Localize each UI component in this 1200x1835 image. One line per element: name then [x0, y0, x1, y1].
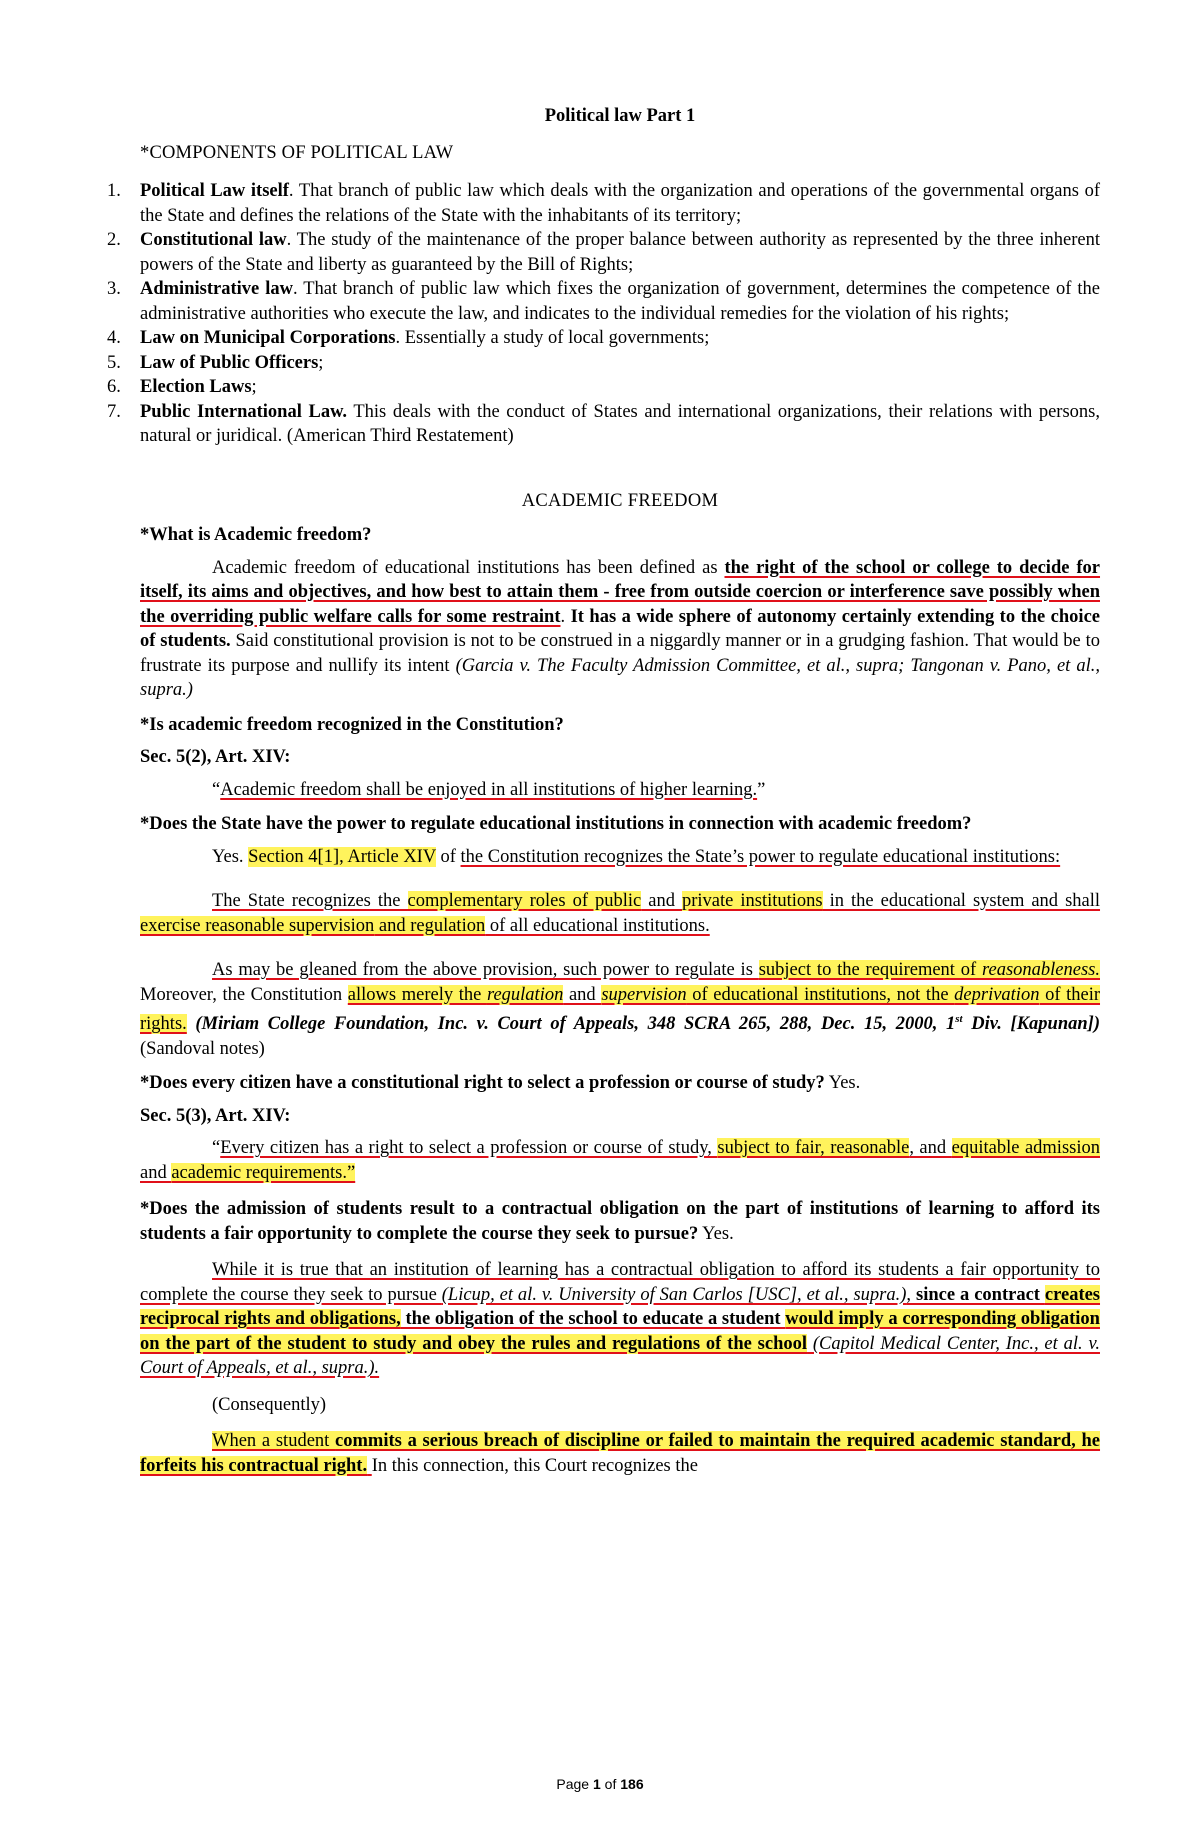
section-ref-5-2: Sec. 5(2), Art. XIV:: [140, 747, 291, 767]
paragraph-consequently: (Consequently): [212, 1394, 327, 1415]
spacer: [140, 946, 1100, 958]
question-profession: *Does every citizen have a constitutional right to select a profession or course of study? Yes.: [140, 1073, 861, 1094]
list-item: 4. Law on Municipal Corporations. Essentially a study of local governments;: [107, 328, 710, 348]
page-footer: Page 1 of 186: [556, 1776, 644, 1792]
paragraph-contract: While it is true that an institution of learning has a contractual obligation to afford its students a fair opportunity to complete the course they seek to pursue (Licup, et al. v. University of San Carlos [USC], et al., supra.), since a contract creates reciprocal rights and obligations, the obligation of the school to educate a student would imply a corresponding obligation on the part of the student to study and obey the rules and regulations of the school (Capitol Medical Center, Inc., et al. v. Court of Appeals, et al., supra.).: [140, 1260, 1101, 1379]
list-item: 5. Law of Public Officers;: [107, 352, 324, 373]
page-number: 1: [592, 1776, 601, 1792]
document-body: [107, 104, 1101, 1486]
list-item: 6. Election Laws;: [107, 377, 257, 397]
paragraph-definition: Academic freedom of educational institutions has been defined as the right of the school or college to decide for itself, its aims and objectives, and how best to attain them - free from outside coercion or interference save possibly when the overriding public welfare calls for some restraint. It has a wide sphere of autonomy certainly extending to the choice of students. Said constitutional provision is not to be construed in a niggardly manner or in a grudging fashion. That would be to frustrate its purpose and nullify its intent (Garcia v. The Faculty Admission Committee, et al., supra; Tangonan v. Pano, et al., supra.): [140, 557, 1101, 700]
question-what-is-academic-freedom: *What is Academic freedom?: [140, 525, 372, 545]
quote-every-citizen: “Every citizen has a right to select a profession or course of study, subject to fair, reasonable, and equitable admission and academic requirements.”: [140, 1138, 1100, 1183]
paragraph-forfeit: When a student commits a serious breach of discipline or failed to maintain the required academic standard, he forfeits his contractual right. In this connection, this Court recognizes the: [140, 1431, 1101, 1476]
question-constitution: *Is academic freedom recognized in the Constitution?: [140, 714, 564, 735]
question-contractual-obligation: *Does the admission of students result to a contractual obligation on the part of institutions of learning to afford its students a fair opportunity to complete the course they seek to pursue? Yes.: [140, 1199, 1100, 1244]
question-state-power: *Does the State have the power to regulate educational institutions in connection with academic freedom?: [140, 814, 972, 834]
quote-academic-freedom: “Academic freedom shall be enjoyed in all institutions of higher learning.”: [212, 779, 766, 800]
document-title: Political law Part 1: [544, 106, 696, 126]
paragraph-state-power: Yes. Section 4[1], Article XIV of the Constitution recognizes the State’s power to regulate educational institutions:: [212, 846, 1061, 867]
spacer: [140, 877, 1100, 889]
paragraph-state-recognizes: The State recognizes the complementary roles of public and private institutions in the educational system and shall exercise reasonable supervision and regulation of all educational institutions.: [140, 891, 1101, 936]
components-list: [107, 179, 1101, 449]
list-item: 1. Political Law itself. That branch of public law which deals with the organization and operations of the governmental organs of the State and defines the relations of the State with the inhabitants of its territory;: [107, 181, 1100, 226]
paragraph-reasonableness: As may be gleaned from the above provision, such power to regulate is subject to the requirement of reasonableness. Moreover, the Constitution allows merely the regulation and supervision of educational institutions, not the deprivation of their rights. (Miriam College Foundation, Inc. v. Court of Appeals, 348 SCRA 265, 288, Dec. 15, 2000, 1st Div. [Kapunan]) (Sandoval notes): [140, 960, 1101, 1059]
page-total: 186: [620, 1776, 644, 1792]
section-heading-academic-freedom: ACADEMIC FREEDOM: [521, 490, 719, 511]
list-item: 2. Constitutional law. The study of the maintenance of the proper balance between authority as represented by the three inherent powers of the State and liberty as guaranteed by the Bill of Rights;: [107, 230, 1101, 275]
section-ref-5-3: Sec. 5(3), Art. XIV:: [140, 1105, 291, 1126]
list-item: 3. Administrative law. That branch of public law which fixes the organization of government, determines the competence of the administrative authorities who execute the law, and indicates to the individual remedies for the violation of his rights;: [107, 279, 1100, 324]
list-item: 7. Public International Law. This deals with the conduct of States and international organizations, their relations with persons, natural or juridical. (American Third Restatement): [107, 401, 1100, 446]
components-heading: *COMPONENTS OF POLITICAL LAW: [140, 142, 454, 163]
